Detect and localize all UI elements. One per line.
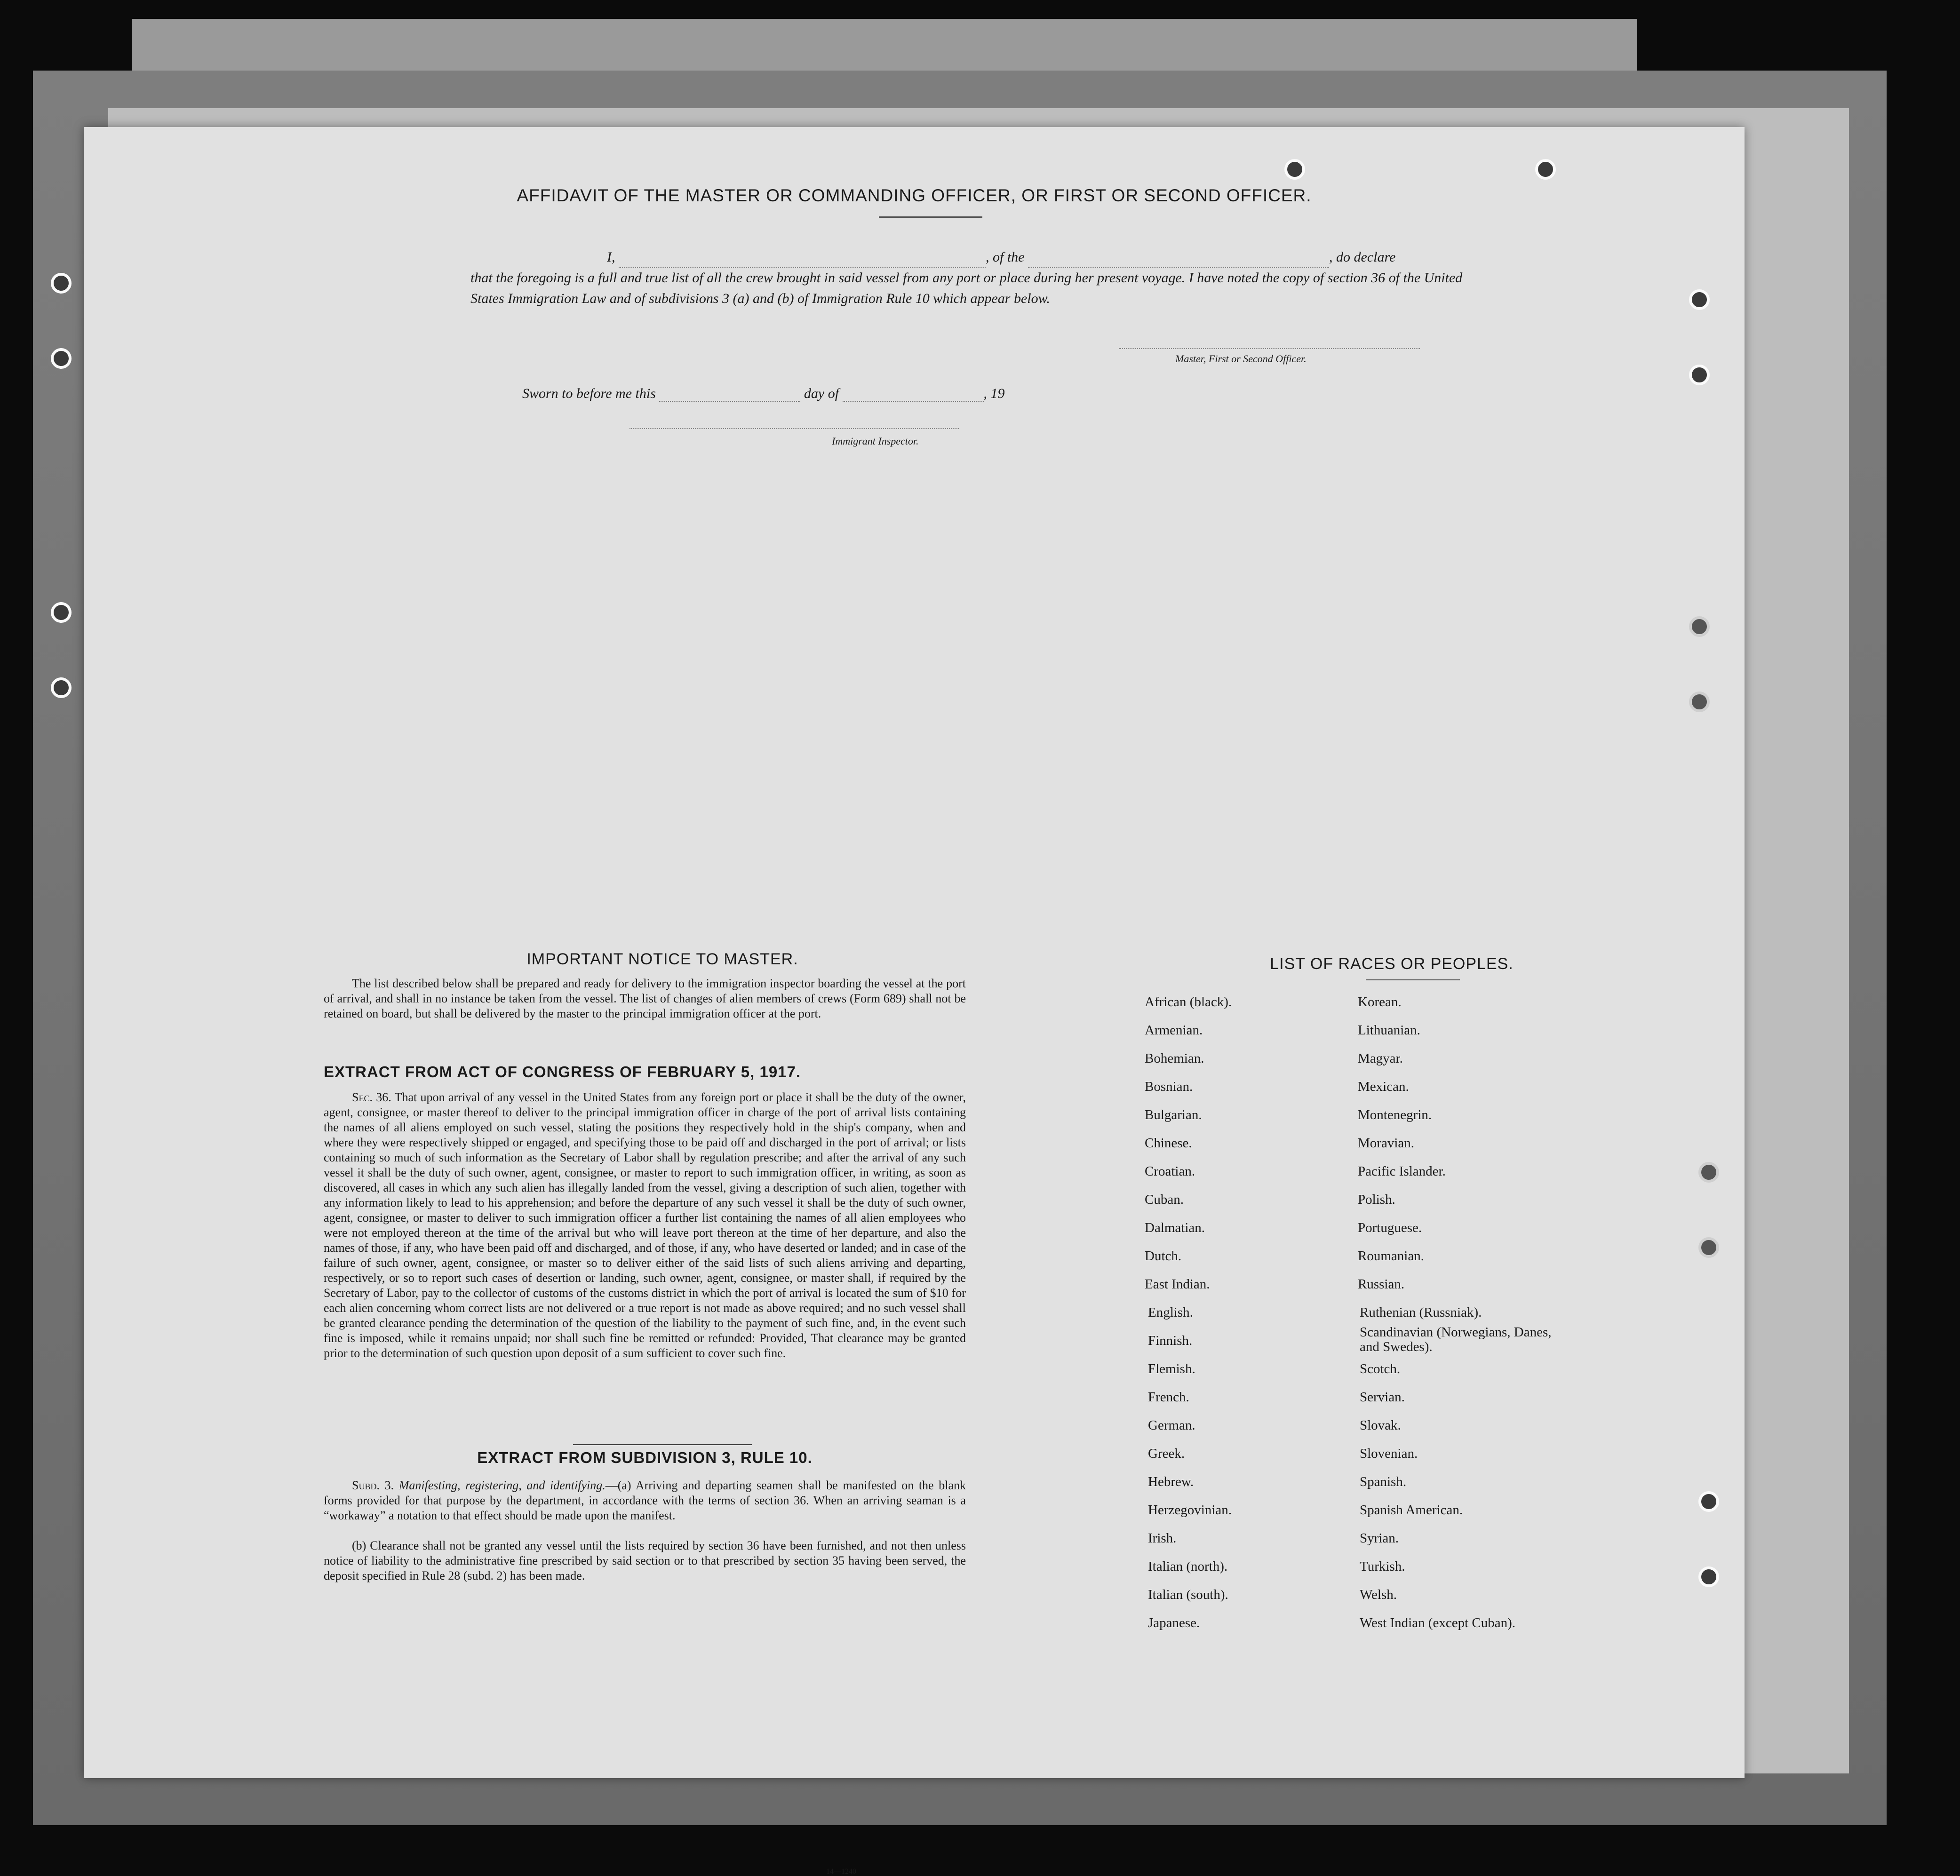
affidavit-do-declare: , do declare [1329, 249, 1396, 265]
rule-a: —(a) Arriving and departing seamen shall be manifested on the blank forms provided for that purpose by the department, in accordance with the terms of section 36. When an arriving seaman is a “workaway” a notation to that effect should be made upon the manifest. [324, 1479, 966, 1522]
punch-hole-icon [1698, 1237, 1719, 1258]
race-item: Herzegovinian. [1148, 1502, 1232, 1518]
rule-text-a [324, 1478, 966, 1523]
sworn-line [522, 386, 1005, 402]
race-item: Greek. [1148, 1446, 1185, 1461]
punch-hole-icon [1535, 159, 1556, 180]
act-sec-label: Sec. 36. [352, 1090, 391, 1104]
race-item: Montenegrin. [1358, 1107, 1432, 1122]
race-item: Ruthenian (Russniak). [1360, 1305, 1482, 1320]
race-item: English. [1148, 1305, 1193, 1320]
race-item: Turkish. [1360, 1559, 1405, 1574]
punch-hole-icon [1698, 1566, 1719, 1587]
race-item: Chinese. [1145, 1136, 1192, 1151]
race-item: Spanish American. [1360, 1502, 1463, 1518]
race-item: Pacific Islander. [1358, 1164, 1446, 1179]
affidavit-body: that the foregoing is a full and true list of all the crew brought in said vessel from any port or place during her present voyage. I have noted the copy of section 36 of the United States Immigration Law and of subdivisions 3 (a) and (b) of Immigration Rule 10 which appear below. [470, 270, 1463, 306]
punch-hole-icon [1698, 1162, 1719, 1183]
races-rule [1366, 979, 1460, 980]
race-item: West Indian (except Cuban). [1360, 1615, 1516, 1630]
vessel-blank [1028, 253, 1329, 268]
race-item: Japanese. [1148, 1615, 1200, 1630]
race-item: Welsh. [1360, 1587, 1397, 1602]
race-item: Bulgarian. [1145, 1107, 1202, 1122]
race-item: Russian. [1358, 1277, 1405, 1292]
day-blank [659, 387, 800, 402]
act-title: EXTRACT FROM ACT OF CONGRESS OF FEBRUARY 5, 1917. [324, 1063, 801, 1081]
race-item: Syrian. [1360, 1531, 1399, 1546]
race-item: Spanish. [1360, 1474, 1407, 1489]
race-item: Roumanian. [1358, 1248, 1424, 1264]
affidavit-text [470, 247, 1475, 309]
race-item: Flemish. [1148, 1361, 1195, 1376]
race-item: Scandinavian (Norwegians, Danes, and Swedes). [1360, 1325, 1552, 1354]
race-item: Mexican. [1358, 1079, 1409, 1094]
race-item: East Indian. [1145, 1277, 1210, 1292]
race-item: Dalmatian. [1145, 1220, 1205, 1235]
sworn-year: , 19 [983, 386, 1005, 401]
punch-hole-icon [1689, 365, 1710, 385]
race-item: German. [1148, 1418, 1195, 1433]
affidavit-i: I, [607, 249, 615, 265]
race-item: Korean. [1358, 994, 1402, 1010]
rule-text-b: (b) Clearance shall not be granted any vessel until the lists required by section 36 have been furnished, and not then unless notice of liability to the administrative fine prescribed by said section or to that prescribed by section 35 having been served, the deposit specified in Rule 28 (subd. 2) has been made. [324, 1539, 966, 1582]
subd-heading: Manifesting, registering, and identifying. [398, 1479, 606, 1492]
race-item: Slovenian. [1360, 1446, 1418, 1461]
notice-title: IMPORTANT NOTICE TO MASTER. [526, 950, 798, 968]
race-item: French. [1148, 1390, 1189, 1405]
race-item: Armenian. [1145, 1023, 1203, 1038]
punch-hole-icon [51, 348, 72, 369]
act-section [324, 1090, 966, 1361]
punch-hole-icon [1698, 1491, 1719, 1512]
punch-hole-icon [51, 602, 72, 623]
month-blank [843, 387, 984, 402]
race-item: Bohemian. [1145, 1051, 1204, 1066]
race-item: Croatian. [1145, 1164, 1195, 1179]
race-item: Slovak. [1360, 1418, 1401, 1433]
rule-title: EXTRACT FROM SUBDIVISION 3, RULE 10. [477, 1449, 813, 1466]
subd-label: Subd. 3. [352, 1479, 394, 1492]
punch-hole-icon [1689, 692, 1710, 712]
race-item: Lithuanian. [1358, 1023, 1420, 1038]
race-item: Portuguese. [1358, 1220, 1422, 1235]
form-code: 14—1240 [826, 1868, 856, 1876]
signature-label: Master, First or Second Officer. [1175, 353, 1307, 365]
section-rule [573, 1444, 752, 1445]
race-item: Hebrew. [1148, 1474, 1194, 1489]
inspector-label: Immigrant Inspector. [832, 435, 919, 447]
affidavit-title: AFFIDAVIT OF THE MASTER OR COMMANDING OFFICER, OR FIRST OR SECOND OFFICER. [517, 186, 1312, 205]
race-item: Dutch. [1145, 1248, 1182, 1264]
race-item: Scotch. [1360, 1361, 1401, 1376]
punch-hole-icon [51, 273, 72, 294]
title-rule [879, 216, 982, 218]
races-title: LIST OF RACES OR PEOPLES. [1270, 955, 1514, 973]
affidavit-of-the: , of the [986, 249, 1025, 265]
notice-text: The list described below shall be prepared and ready for delivery to the immigration inspector boarding the vessel at the port of arrival, and shall in no instance be taken from the vessel. The list of changes of alien members of crews (Form 689) shall not be retained on board, but shall be delivered by the master to the principal immigration officer at the port. [324, 977, 966, 1020]
document-page [84, 127, 1745, 1876]
inspector-line [629, 428, 959, 429]
race-item: Magyar. [1358, 1051, 1403, 1066]
race-item: Italian (north). [1148, 1559, 1228, 1574]
race-item: Servian. [1360, 1390, 1405, 1405]
name-blank [619, 253, 986, 268]
punch-hole-icon [1284, 159, 1305, 180]
race-item: Italian (south). [1148, 1587, 1228, 1602]
race-item: African (black). [1145, 994, 1232, 1010]
act-text: That upon arrival of any vessel in the United States from any foreign port or place it shall be the duty of the owner, agent, consignee, or master thereof to deliver to the principal immigration officer in charge of the port of arrival lists containing the names of all aliens employed on such vessel, stating the positions they respectively hold in the ship's company, when and where they were respectively shipped or engaged, and specifying those to be paid off and discharged in the port of arrival; or lists containing so much of such information as the Secretary of Labor shall by regulation prescribe; and after the arrival of any such vessel it shall be the duty of such owner, agent, consignee, or master to report to such immigration officer, in writing, as soon as discovered, all cases in which any such alien has illegally landed from the vessel, giving a description of such alien, together with any information likely to lead to his apprehension; and before the departure of any such vessel it shall be the duty of such owner, agent, consignee, or master to deliver to such immigration officer a further list containing the names of all alien employees who were not employed thereon at the time of the arrival but who will leave port thereon at the time of her departure, and also the names of those, if any, who have been paid off and discharged, and of those, if any, who have deserted or landed; and in case of the failure of such owner, agent, consignee, or master so to deliver either of the said lists of such aliens arriving and departing, respectively, or so to report such cases of desertion or landing, such owner, agent, consignee, or master shall, if required by the Secretary of Labor, pay to the collector of customs of the customs district in which the port of arrival is located the sum of $10 for each alien concerning whom correct lists are not delivered or a true report is not made as above required; and no such vessel shall be granted clearance pending the determination of the question of the liability to the payment of such fine, and, in the event such fine is imposed, while it remains unpaid; nor shall such fine be remitted or refunded: Provided, That clearance may be granted prior to the determination of such question upon deposit of a sum sufficient to cover such fine. [324, 1090, 966, 1360]
signature-line [1119, 348, 1420, 349]
race-item: Moravian. [1358, 1136, 1414, 1151]
punch-hole-icon [1689, 289, 1710, 310]
race-item: Irish. [1148, 1531, 1177, 1546]
punch-hole-icon [51, 677, 72, 698]
race-item: Finnish. [1148, 1333, 1193, 1348]
race-item: Cuban. [1145, 1192, 1184, 1207]
punch-hole-icon [1689, 616, 1710, 637]
sworn-prefix: Sworn to before me this [522, 386, 656, 401]
race-item: Bosnian. [1145, 1079, 1193, 1094]
sworn-day: day of [804, 386, 839, 401]
race-item: Polish. [1358, 1192, 1395, 1207]
